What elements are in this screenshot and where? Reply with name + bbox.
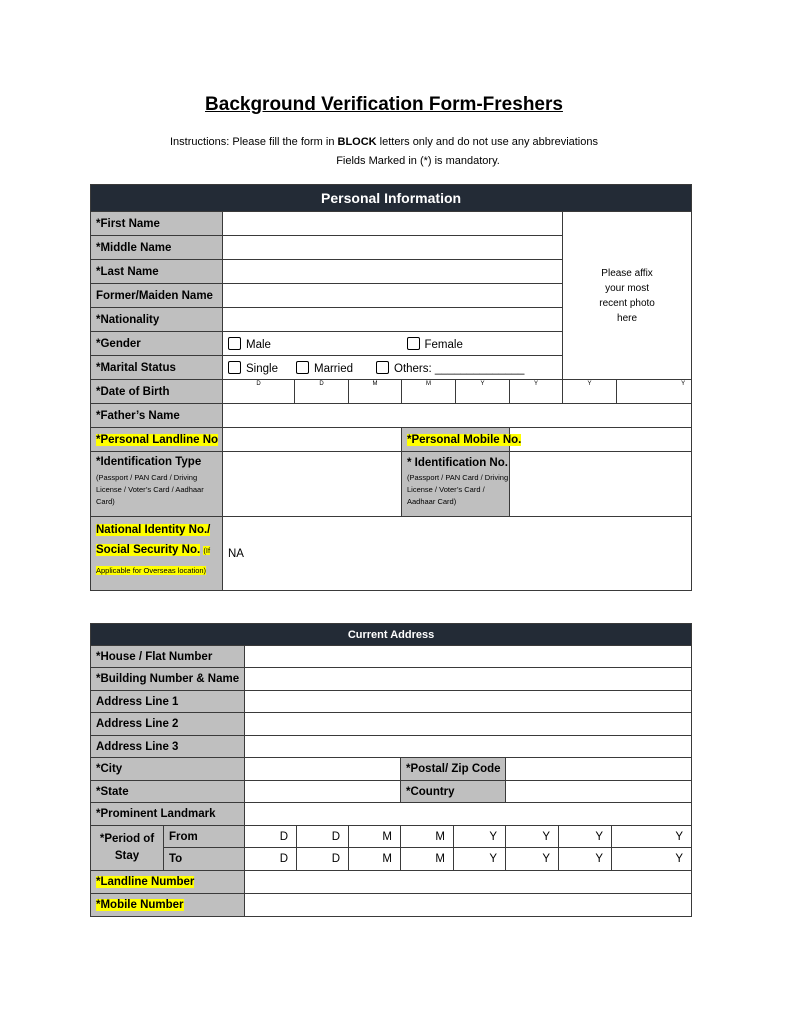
from-year-1[interactable]: Y (454, 826, 506, 848)
photo-text-4: here (617, 312, 638, 324)
to-year-3[interactable]: Y (559, 848, 612, 871)
photo-text-3: recent photo (599, 297, 655, 309)
dob-month-1[interactable]: M (349, 380, 402, 404)
others-label: Others: ______________ (394, 362, 525, 375)
period-of-stay-label: *Period of Stay (91, 826, 164, 871)
national-id-label-cell (91, 517, 223, 591)
others-checkbox[interactable] (376, 361, 389, 374)
address-line-1-label: Address Line 1 (91, 691, 245, 713)
from-label: From (164, 826, 245, 848)
instructions-pre: Instructions: Please fill the form in (170, 136, 338, 148)
to-year-2[interactable]: Y (506, 848, 559, 871)
building-label: *Building Number & Name (91, 668, 245, 691)
nationality-label: *Nationality (91, 308, 223, 332)
to-month-1[interactable]: M (349, 848, 401, 871)
dob-day-2[interactable]: D (295, 380, 349, 404)
to-day-1[interactable]: D (245, 848, 297, 871)
to-label: To (164, 848, 245, 871)
dob-day-1[interactable]: D (223, 380, 295, 404)
address-line-1-field[interactable] (245, 691, 692, 713)
address-line-2-field[interactable] (245, 713, 692, 736)
from-month-2[interactable]: M (401, 826, 454, 848)
landline-label-cell (91, 428, 223, 452)
dob-year-3[interactable]: Y (563, 380, 617, 404)
female-checkbox[interactable] (407, 337, 420, 350)
country-label: *Country (401, 781, 506, 803)
national-id-note: (If Applicable for Overseas location) (96, 546, 211, 575)
photo-text-1: Please affix (601, 267, 653, 279)
single-checkbox[interactable] (228, 361, 241, 374)
state-field[interactable] (245, 781, 401, 803)
house-field[interactable] (245, 646, 692, 668)
photo-box[interactable] (563, 212, 692, 380)
landmark-field[interactable] (245, 803, 692, 826)
landmark-label: *Prominent Landmark (91, 803, 245, 826)
to-year-4[interactable]: Y (612, 848, 692, 871)
current-address-table (90, 623, 692, 917)
from-year-4[interactable]: Y (612, 826, 692, 848)
id-type-label-cell (91, 452, 223, 517)
nationality-field[interactable] (223, 308, 563, 332)
dob-label: *Date of Birth (91, 380, 223, 404)
landline-field[interactable] (223, 428, 402, 452)
instructions-bold: BLOCK (337, 136, 377, 148)
dob-year-2[interactable]: Y (510, 380, 563, 404)
city-field[interactable] (245, 758, 401, 781)
national-id-label-1: National Identity No./ (96, 524, 211, 536)
national-id-field[interactable]: NA (223, 517, 692, 591)
id-no-note: (Passport / PAN Card / Driving License / Voter’s Card / Aadhaar Card) (407, 473, 509, 506)
landline-label: *Personal Landline No (96, 433, 219, 446)
married-label: Married (314, 362, 353, 375)
current-address-header: Current Address (91, 624, 692, 646)
from-day-1[interactable]: D (245, 826, 297, 848)
maiden-name-label: Former/Maiden Name (91, 284, 223, 308)
addr-landline-label-cell (91, 871, 245, 894)
mobile-field[interactable] (510, 428, 692, 452)
middle-name-label: *Middle Name (91, 236, 223, 260)
postal-label: *Postal/ Zip Code (401, 758, 506, 781)
maiden-name-field[interactable] (223, 284, 563, 308)
gender-label: *Gender (91, 332, 223, 356)
gender-male-cell[interactable] (223, 332, 402, 356)
female-label: Female (424, 338, 463, 351)
male-label: Male (246, 338, 271, 351)
from-year-3[interactable]: Y (559, 826, 612, 848)
mobile-label-cell (402, 428, 522, 452)
single-label: Single (246, 362, 278, 375)
addr-landline-label: *Landline Number (96, 876, 195, 888)
address-line-2-label: Address Line 2 (91, 713, 245, 736)
marital-status-label: *Marital Status (91, 356, 223, 380)
form-title: Background Verification Form-Freshers (205, 94, 563, 115)
addr-landline-field[interactable] (245, 871, 692, 894)
city-label: *City (91, 758, 245, 781)
building-field[interactable] (245, 668, 692, 691)
from-day-2[interactable]: D (297, 826, 349, 848)
dob-year-1[interactable]: Y (456, 380, 510, 404)
id-no-label: * Identification No. (407, 457, 508, 469)
id-type-note: (Passport / PAN Card / Driving License / Voter’s Card / Aadhaar Card) (96, 473, 204, 506)
last-name-field[interactable] (223, 260, 563, 284)
fathers-name-field[interactable] (223, 404, 692, 428)
first-name-label: *First Name (91, 212, 223, 236)
address-line-3-label: Address Line 3 (91, 736, 245, 758)
last-name-label: *Last Name (91, 260, 223, 284)
mobile-label: *Personal Mobile No. (407, 433, 522, 446)
id-type-field[interactable] (223, 452, 402, 517)
to-year-1[interactable]: Y (454, 848, 506, 871)
instructions-line-2: Fields Marked in (*) is mandatory. (336, 155, 500, 167)
instructions-line-1 (0, 136, 768, 148)
state-label: *State (91, 781, 245, 803)
id-type-label: *Identification Type (96, 456, 202, 468)
dob-year-4[interactable]: Y (617, 380, 692, 404)
first-name-field[interactable] (223, 212, 563, 236)
personal-info-header: Personal Information (91, 185, 692, 212)
addr-mobile-label-cell (91, 894, 245, 917)
instructions-post: letters only and do not use any abbreviations (376, 136, 598, 148)
middle-name-field[interactable] (223, 236, 563, 260)
postal-field[interactable] (506, 758, 692, 781)
photo-text-2: your most (605, 282, 650, 294)
marital-status-cell[interactable] (223, 356, 563, 380)
id-no-field[interactable] (510, 452, 692, 517)
married-checkbox[interactable] (296, 361, 309, 374)
to-day-2[interactable]: D (297, 848, 349, 871)
dob-month-2[interactable]: M (402, 380, 456, 404)
to-month-2[interactable]: M (401, 848, 454, 871)
national-id-label-2: Social Security No. (96, 544, 201, 556)
addr-mobile-field[interactable] (245, 894, 692, 917)
personal-info-table (90, 184, 692, 591)
from-year-2[interactable]: Y (506, 826, 559, 848)
from-month-1[interactable]: M (349, 826, 401, 848)
fathers-name-label: *Father’s Name (91, 404, 223, 428)
addr-mobile-label: *Mobile Number (96, 899, 184, 911)
id-no-label-cell (402, 452, 510, 517)
country-field[interactable] (506, 781, 692, 803)
house-label: *House / Flat Number (91, 646, 245, 668)
male-checkbox[interactable] (228, 337, 241, 350)
gender-female-cell[interactable] (402, 332, 563, 356)
address-line-3-field[interactable] (245, 736, 692, 758)
